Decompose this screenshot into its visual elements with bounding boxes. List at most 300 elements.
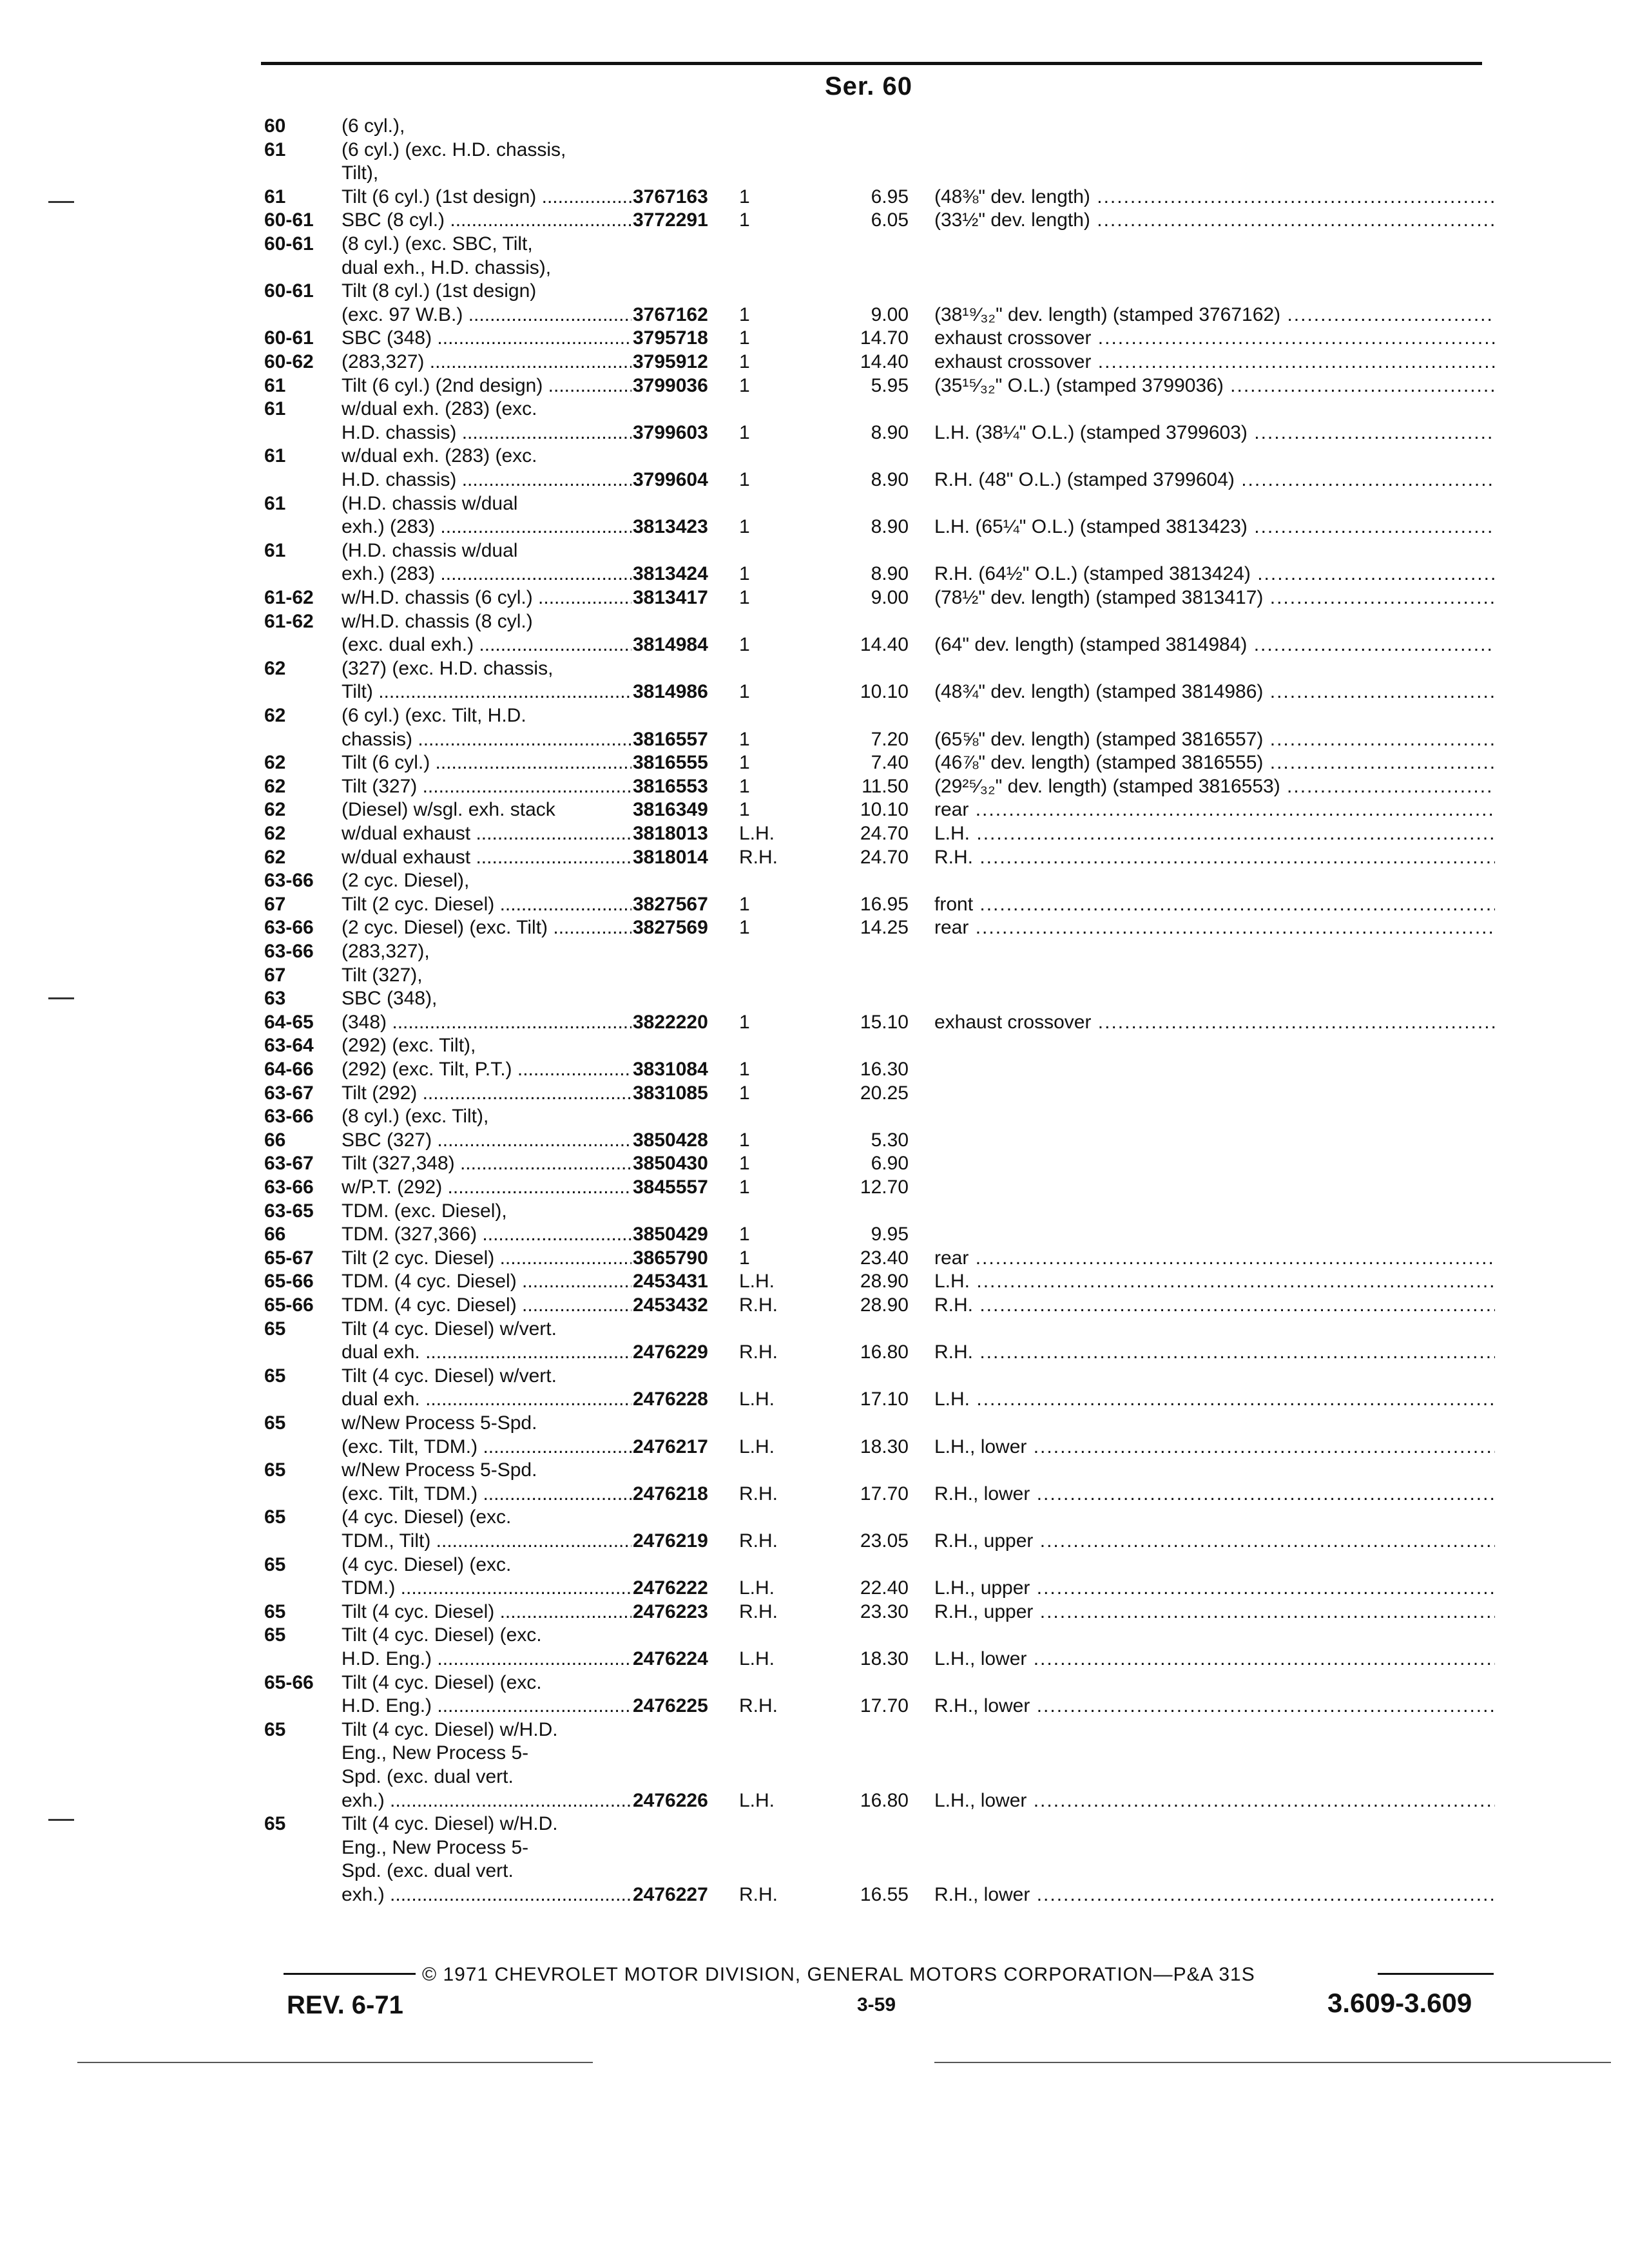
quantity: L.H.	[739, 1436, 775, 1457]
part-description: Tilt (8 cyl.) (1st design)	[342, 280, 537, 302]
part-number: 2453432	[633, 1294, 708, 1316]
model-year: 62	[264, 823, 286, 844]
margin-mark	[48, 997, 74, 999]
price: 16.95	[860, 894, 909, 915]
part-description: Eng., New Process 5-	[342, 1837, 529, 1858]
price: 24.70	[860, 823, 909, 844]
remarks: (38¹⁹⁄₃₂" dev. length) (stamped 3767162) .....	[934, 303, 1495, 327]
part-description: w/dual exh. (283) (exc.	[342, 398, 537, 419]
part-description: (Diesel) w/sgl. exh. stack	[342, 799, 555, 820]
part-description: w/H.D. chassis (6 cyl.) .....	[342, 586, 631, 610]
price: 16.80	[860, 1790, 909, 1811]
model-year: 65	[264, 1554, 286, 1575]
model-year: 65	[264, 1719, 286, 1740]
model-year: 64-65	[264, 1012, 314, 1033]
price: 16.55	[860, 1884, 909, 1905]
price: 12.70	[860, 1177, 909, 1198]
model-year: 63-64	[264, 1035, 314, 1056]
model-year: 61	[264, 540, 286, 561]
model-year: 63-66	[264, 1106, 314, 1127]
part-description: Tilt (292) .....	[342, 1082, 631, 1105]
remarks: R.H. (48" O.L.) (stamped 3799604) .....	[934, 468, 1495, 492]
quantity: L.H.	[739, 823, 775, 844]
part-description: w/dual exhaust .....	[342, 846, 631, 869]
part-number: 3816555	[633, 752, 708, 773]
part-description: Spd. (exc. dual vert.	[342, 1860, 514, 1881]
quantity: R.H.	[739, 847, 778, 868]
part-description: TDM. (327,366) .....	[342, 1223, 631, 1246]
part-description: w/New Process 5-Spd.	[342, 1459, 537, 1481]
part-number: 3827567	[633, 894, 708, 915]
part-number: 2476227	[633, 1884, 708, 1905]
part-description: Tilt (4 cyc. Diesel) .....	[342, 1600, 631, 1624]
quantity: 1	[739, 917, 750, 938]
part-description: exh.) .....	[342, 1883, 631, 1907]
model-year: 66	[264, 1129, 286, 1151]
model-year: 65	[264, 1506, 286, 1528]
remarks: L.H., lower .....	[934, 1789, 1495, 1812]
bottom-rule-left	[77, 2062, 593, 2063]
part-description: TDM. (4 cyc. Diesel) .....	[342, 1270, 631, 1293]
price: 11.50	[862, 776, 909, 797]
quantity: 1	[739, 1177, 750, 1198]
part-number: 3850428	[633, 1129, 708, 1151]
quantity: L.H.	[739, 1790, 775, 1811]
part-description: (2 cyc. Diesel),	[342, 870, 470, 891]
quantity: 1	[739, 516, 750, 537]
model-year: 62	[264, 776, 286, 797]
price: 15.10	[860, 1012, 909, 1033]
model-year: 63-67	[264, 1153, 314, 1174]
part-description: TDM. (4 cyc. Diesel) .....	[342, 1294, 631, 1317]
part-number: 3813417	[633, 587, 708, 608]
quantity: 1	[739, 375, 750, 396]
part-description: chassis) .....	[342, 728, 631, 751]
quantity: 1	[739, 1059, 750, 1080]
price: 24.70	[860, 847, 909, 868]
remarks: exhaust crossover .....	[934, 351, 1495, 374]
part-description: (283,327),	[342, 941, 430, 962]
part-description: w/dual exh. (283) (exc.	[342, 445, 537, 466]
part-number: 2476224	[633, 1648, 708, 1669]
quantity: 1	[739, 1224, 750, 1245]
price: 8.90	[871, 563, 909, 584]
part-number: 3816349	[633, 799, 708, 820]
price: 6.90	[871, 1153, 909, 1174]
quantity: R.H.	[739, 1341, 778, 1363]
part-description: (H.D. chassis w/dual	[342, 493, 518, 514]
remarks: L.H. .....	[934, 1388, 1495, 1411]
quantity: 1	[739, 469, 750, 490]
part-description: (exc. dual exh.) .....	[342, 633, 631, 657]
quantity: L.H.	[739, 1389, 775, 1410]
model-year: 61	[264, 398, 286, 419]
model-year: 63-65	[264, 1200, 314, 1222]
part-description: Tilt (6 cyl.) (1st design) .....	[342, 186, 631, 209]
model-year: 63-66	[264, 917, 314, 938]
part-number: 3816557	[633, 729, 708, 750]
model-year: 65	[264, 1459, 286, 1481]
part-description: Tilt (4 cyc. Diesel) (exc.	[342, 1624, 542, 1646]
quantity: 1	[739, 304, 750, 325]
part-number: 2453431	[633, 1271, 708, 1292]
quantity: 1	[739, 681, 750, 702]
quantity: 1	[739, 422, 750, 443]
part-description: Tilt (6 cyl.) (2nd design) .....	[342, 374, 631, 398]
remarks: (33½" dev. length) .....	[934, 209, 1495, 232]
part-description: Tilt (327) .....	[342, 775, 631, 798]
price: 8.90	[871, 516, 909, 537]
price: 14.40	[860, 351, 909, 372]
remarks: exhaust crossover .....	[934, 1011, 1495, 1034]
price: 6.05	[871, 209, 909, 231]
part-number: 3831085	[633, 1082, 708, 1104]
model-year: 63	[264, 988, 286, 1009]
part-number: 3799036	[633, 375, 708, 396]
price: 8.90	[871, 422, 909, 443]
quantity: 1	[739, 729, 750, 750]
price: 14.40	[860, 634, 909, 655]
footer-rule-right	[1378, 1973, 1494, 1975]
remarks: R.H., upper .....	[934, 1600, 1495, 1624]
quantity: R.H.	[739, 1294, 778, 1316]
part-description: (H.D. chassis w/dual	[342, 540, 518, 561]
part-description: dual exh. .....	[342, 1388, 631, 1411]
quantity: R.H.	[739, 1884, 778, 1905]
part-number: 3865790	[633, 1247, 708, 1269]
part-number: 3767163	[633, 186, 708, 207]
part-description: TDM.) .....	[342, 1577, 631, 1600]
part-description: Tilt (2 cyc. Diesel) .....	[342, 1247, 631, 1270]
part-number: 3845557	[633, 1177, 708, 1198]
price: 20.25	[860, 1082, 909, 1104]
remarks: (48⅜" dev. length) .....	[934, 186, 1495, 209]
part-description: (exc. Tilt, TDM.) .....	[342, 1436, 631, 1459]
part-description: SBC (348),	[342, 988, 438, 1009]
margin-mark	[48, 201, 74, 203]
part-description: TDM., Tilt) .....	[342, 1530, 631, 1553]
part-description: (exc. Tilt, TDM.) .....	[342, 1483, 631, 1506]
part-number: 2476222	[633, 1577, 708, 1599]
model-year: 62	[264, 847, 286, 868]
model-year: 67	[264, 894, 286, 915]
model-year: 65-66	[264, 1294, 314, 1316]
price: 18.30	[860, 1648, 909, 1669]
part-description: (exc. 97 W.B.) .....	[342, 303, 631, 327]
remarks: R.H. (64½" O.L.) (stamped 3813424) .....	[934, 562, 1495, 586]
part-description: w/P.T. (292) .....	[342, 1176, 631, 1199]
part-number: 2476217	[633, 1436, 708, 1457]
part-description: Tilt (327),	[342, 965, 423, 986]
price: 16.30	[860, 1059, 909, 1080]
price: 10.10	[860, 799, 909, 820]
remarks: L.H. (38¼" O.L.) (stamped 3799603) .....	[934, 421, 1495, 445]
quantity: 1	[739, 894, 750, 915]
part-number: 2476229	[633, 1341, 708, 1363]
remarks: L.H. .....	[934, 822, 1495, 845]
part-description: Tilt (4 cyc. Diesel) w/H.D.	[342, 1719, 558, 1740]
remarks: R.H. .....	[934, 1341, 1495, 1364]
part-number: 2476223	[633, 1601, 708, 1622]
model-year: 65-66	[264, 1271, 314, 1292]
price: 7.20	[871, 729, 909, 750]
part-description: Tilt (6 cyl.) .....	[342, 751, 631, 774]
quantity: L.H.	[739, 1271, 775, 1292]
part-description: Tilt (2 cyc. Diesel) .....	[342, 893, 631, 916]
price: 23.30	[860, 1601, 909, 1622]
part-description: Tilt (4 cyc. Diesel) w/vert.	[342, 1365, 557, 1387]
model-year: 63-66	[264, 941, 314, 962]
price: 14.25	[860, 917, 909, 938]
part-description: (6 cyl.),	[342, 115, 405, 137]
part-number: 3813424	[633, 563, 708, 584]
part-number: 3850430	[633, 1153, 708, 1174]
price: 14.70	[860, 327, 909, 349]
price: 5.95	[871, 375, 909, 396]
part-number: 2476218	[633, 1483, 708, 1504]
part-number: 3850429	[633, 1224, 708, 1245]
model-year: 65	[264, 1813, 286, 1834]
model-year: 65	[264, 1412, 286, 1434]
price: 18.30	[860, 1436, 909, 1457]
model-year: 62	[264, 658, 286, 679]
part-description: H.D. Eng.) .....	[342, 1695, 631, 1718]
remarks: (65⅝" dev. length) (stamped 3816557) .....	[934, 728, 1495, 751]
price: 16.80	[860, 1341, 909, 1363]
remarks: rear .....	[934, 1247, 1495, 1270]
model-year: 66	[264, 1224, 286, 1245]
remarks: L.H. .....	[934, 1270, 1495, 1293]
model-year: 67	[264, 965, 286, 986]
price: 7.40	[871, 752, 909, 773]
quantity: 1	[739, 776, 750, 797]
model-year: 63-66	[264, 1177, 314, 1198]
model-year: 61-62	[264, 611, 314, 632]
quantity: 1	[739, 752, 750, 773]
part-description: w/dual exhaust .....	[342, 822, 631, 845]
part-number: 3831084	[633, 1059, 708, 1080]
remarks: L.H., lower .....	[934, 1648, 1495, 1671]
remarks: R.H. .....	[934, 846, 1495, 869]
section-reference: 3.609-3.609	[1327, 1988, 1472, 2018]
part-description: (348) .....	[342, 1011, 631, 1034]
model-year: 65-66	[264, 1672, 314, 1693]
part-description: SBC (327) .....	[342, 1129, 631, 1152]
quantity: 1	[739, 1153, 750, 1174]
part-description: (292) (exc. Tilt, P.T.) .....	[342, 1058, 631, 1081]
part-number: 2476228	[633, 1389, 708, 1410]
part-description: Tilt (4 cyc. Diesel) w/vert.	[342, 1318, 557, 1340]
part-description: exh.) (283) .....	[342, 562, 631, 586]
remarks: (78½" dev. length) (stamped 3813417) .....	[934, 586, 1495, 610]
price: 9.95	[871, 1224, 909, 1245]
remarks: R.H., lower .....	[934, 1695, 1495, 1718]
remarks: R.H., lower .....	[934, 1883, 1495, 1907]
part-number: 2476226	[633, 1790, 708, 1811]
part-number: 3767162	[633, 304, 708, 325]
part-number: 3799604	[633, 469, 708, 490]
quantity: 1	[739, 1129, 750, 1151]
price: 9.00	[871, 304, 909, 325]
quantity: L.H.	[739, 1577, 775, 1599]
model-year: 60-61	[264, 209, 314, 231]
part-description: Spd. (exc. dual vert.	[342, 1766, 514, 1787]
part-description: SBC (348) .....	[342, 327, 631, 350]
part-description: dual exh. .....	[342, 1341, 631, 1364]
part-number: 3795912	[633, 351, 708, 372]
model-year: 61	[264, 186, 286, 207]
remarks: rear .....	[934, 916, 1495, 939]
model-year: 61	[264, 139, 286, 160]
remarks: L.H., upper .....	[934, 1577, 1495, 1600]
part-description: (283,327) .....	[342, 351, 631, 374]
part-description: Tilt),	[342, 162, 379, 184]
price: 28.90	[860, 1294, 909, 1316]
part-number: 3818014	[633, 847, 708, 868]
part-description: H.D. Eng.) .....	[342, 1648, 631, 1671]
margin-mark	[48, 1819, 74, 1821]
part-number: 3814984	[633, 634, 708, 655]
part-description: H.D. chassis) .....	[342, 421, 631, 445]
model-year: 65	[264, 1624, 286, 1646]
model-year: 65	[264, 1601, 286, 1622]
remarks: front .....	[934, 893, 1495, 916]
part-description: exh.) (283) .....	[342, 515, 631, 539]
remarks: R.H. .....	[934, 1294, 1495, 1317]
part-number: 3818013	[633, 823, 708, 844]
price: 17.70	[860, 1695, 909, 1716]
quantity: 1	[739, 351, 750, 372]
part-description: (2 cyc. Diesel) (exc. Tilt) .....	[342, 916, 631, 939]
model-year: 65-67	[264, 1247, 314, 1269]
price: 9.00	[871, 587, 909, 608]
part-description: w/H.D. chassis (8 cyl.)	[342, 611, 533, 632]
price: 23.40	[860, 1247, 909, 1269]
part-number: 2476225	[633, 1695, 708, 1716]
quantity: 1	[739, 1247, 750, 1269]
model-year: 63-66	[264, 870, 314, 891]
model-year: 62	[264, 752, 286, 773]
quantity: 1	[739, 1012, 750, 1033]
remarks: (48¾" dev. length) (stamped 3814986) .....	[934, 680, 1495, 704]
part-number: 3799603	[633, 422, 708, 443]
part-number: 3772291	[633, 209, 708, 231]
model-year: 65	[264, 1318, 286, 1340]
part-description: (6 cyl.) (exc. Tilt, H.D.	[342, 705, 526, 726]
quantity: 1	[739, 327, 750, 349]
quantity: 1	[739, 634, 750, 655]
part-number: 3827569	[633, 917, 708, 938]
header-rule	[261, 62, 1482, 65]
footer-rule-left	[284, 1973, 416, 1975]
part-description: (4 cyc. Diesel) (exc.	[342, 1554, 512, 1575]
model-year: 60-62	[264, 351, 314, 372]
remarks: (46⅞" dev. length) (stamped 3816555) .....	[934, 751, 1495, 774]
price: 5.30	[871, 1129, 909, 1151]
series-heading: Ser. 60	[825, 72, 913, 101]
model-year: 60-61	[264, 327, 314, 349]
part-description: Eng., New Process 5-	[342, 1742, 529, 1763]
part-description: H.D. chassis) .....	[342, 468, 631, 492]
price: 10.10	[860, 681, 909, 702]
price: 17.70	[860, 1483, 909, 1504]
model-year: 60-61	[264, 233, 314, 255]
page-number: 3-59	[857, 1994, 896, 2015]
remarks: R.H., upper .....	[934, 1530, 1495, 1553]
price: 6.95	[871, 186, 909, 207]
part-description: (327) (exc. H.D. chassis,	[342, 658, 554, 679]
part-number: 2476219	[633, 1530, 708, 1552]
model-year: 60	[264, 115, 286, 137]
quantity: R.H.	[739, 1695, 778, 1716]
part-description: (4 cyc. Diesel) (exc.	[342, 1506, 512, 1528]
price: 28.90	[860, 1271, 909, 1292]
remarks: exhaust crossover .....	[934, 327, 1495, 350]
part-description: w/New Process 5-Spd.	[342, 1412, 537, 1434]
price: 8.90	[871, 469, 909, 490]
quantity: 1	[739, 186, 750, 207]
model-year: 62	[264, 705, 286, 726]
part-number: 3795718	[633, 327, 708, 349]
remarks: R.H., lower .....	[934, 1483, 1495, 1506]
remarks: (29²⁵⁄₃₂" dev. length) (stamped 3816553) .....	[934, 775, 1495, 798]
model-year: 61	[264, 375, 286, 396]
remarks: L.H. (65¼" O.L.) (stamped 3813423) .....	[934, 515, 1495, 539]
part-description: Tilt) .....	[342, 680, 631, 704]
copyright-line: © 1971 CHEVROLET MOTOR DIVISION, GENERAL MOTORS CORPORATION—P&A 31S	[422, 1964, 1255, 1985]
part-description: exh.) .....	[342, 1789, 631, 1812]
model-year: 64-66	[264, 1059, 314, 1080]
remarks: L.H., lower .....	[934, 1436, 1495, 1459]
revision-label: REV. 6-71	[287, 1991, 403, 2019]
part-number: 3814986	[633, 681, 708, 702]
price: 17.10	[860, 1389, 909, 1410]
part-description: Tilt (4 cyc. Diesel) w/H.D.	[342, 1813, 558, 1834]
part-description: (6 cyl.) (exc. H.D. chassis,	[342, 139, 566, 160]
part-number: 3813423	[633, 516, 708, 537]
model-year: 61	[264, 493, 286, 514]
quantity: R.H.	[739, 1601, 778, 1622]
model-year: 61	[264, 445, 286, 466]
quantity: 1	[739, 209, 750, 231]
part-description: (292) (exc. Tilt),	[342, 1035, 476, 1056]
price: 22.40	[860, 1577, 909, 1599]
part-description: dual exh., H.D. chassis),	[342, 257, 552, 278]
price: 23.05	[860, 1530, 909, 1552]
quantity: R.H.	[739, 1483, 778, 1504]
part-description: SBC (8 cyl.) .....	[342, 209, 631, 232]
model-year: 60-61	[264, 280, 314, 302]
part-number: 3822220	[633, 1012, 708, 1033]
part-number: 3816553	[633, 776, 708, 797]
quantity: 1	[739, 1082, 750, 1104]
part-description: (8 cyl.) (exc. SBC, Tilt,	[342, 233, 533, 255]
model-year: 65	[264, 1365, 286, 1387]
part-description: TDM. (exc. Diesel),	[342, 1200, 507, 1222]
remarks: (35¹⁵⁄₃₂" O.L.) (stamped 3799036) .....	[934, 374, 1495, 398]
model-year: 62	[264, 799, 286, 820]
quantity: 1	[739, 587, 750, 608]
quantity: 1	[739, 799, 750, 820]
quantity: R.H.	[739, 1530, 778, 1552]
part-description: (8 cyl.) (exc. Tilt),	[342, 1106, 489, 1127]
remarks: (64" dev. length) (stamped 3814984) .....	[934, 633, 1495, 657]
model-year: 63-67	[264, 1082, 314, 1104]
model-year: 61-62	[264, 587, 314, 608]
remarks: rear .....	[934, 798, 1495, 822]
part-description: Tilt (4 cyc. Diesel) (exc.	[342, 1672, 542, 1693]
quantity: L.H.	[739, 1648, 775, 1669]
